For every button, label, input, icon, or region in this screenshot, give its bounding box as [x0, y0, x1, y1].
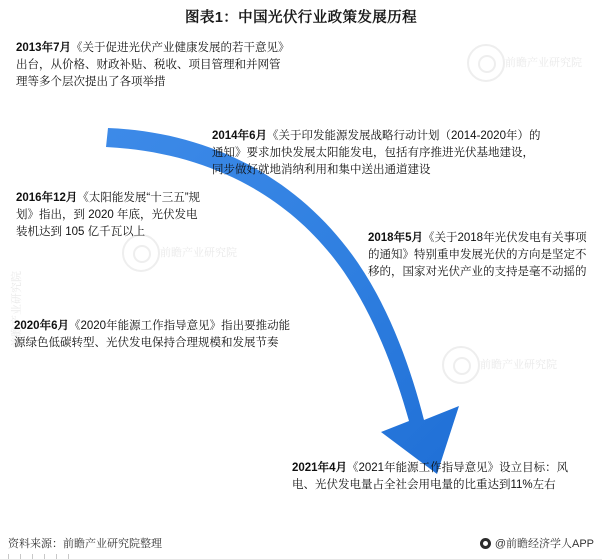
milestone-year-2021: 2021年4月	[292, 462, 347, 474]
watermark-text: 前瞻产业研究院	[505, 57, 582, 69]
milestone-note-2014	[212, 128, 542, 179]
watermark-text-4: 前瞻产业研究院	[11, 271, 23, 348]
milestone-text-2014: 《关于印发能源发展战略行动计划（2014-2020年）的通知》要求加快发展太阳能发电，包括有序推进光伏基地建设，同步做好就地消纳利用和集中送出通道建设	[212, 130, 541, 176]
milestone-dot-2020	[364, 335, 373, 344]
brand-logo-icon	[480, 538, 491, 549]
milestone-year-2018: 2018年5月	[368, 232, 423, 244]
diagram-canvas	[0, 28, 602, 523]
milestone-note-2013	[16, 40, 284, 91]
milestone-text-2016: 《太阳能发展“十三五”规划》指出，到 2020 年底，光伏发电装机达到 105 亿千瓦以上	[16, 192, 201, 238]
milestone-note-2020	[14, 318, 300, 352]
milestone-year-2013: 2013年7月	[16, 42, 71, 54]
arrow-path	[106, 128, 459, 474]
brand-label: @前瞻经济学人APP	[494, 538, 594, 550]
milestone-year-2020: 2020年6月	[14, 320, 69, 332]
watermark-text-2: 前瞻产业研究院	[160, 247, 237, 259]
milestone-note-2018	[368, 230, 588, 281]
milestone-dot-2016	[268, 228, 277, 237]
source-label: 资料来源：前瞻产业研究院整理	[8, 538, 162, 550]
milestone-year-2014: 2014年6月	[212, 130, 267, 142]
milestone-note-2016	[16, 190, 208, 241]
milestone-text-2013: 《关于促进光伏产业健康发展的若干意见》出台，从价格、财政补贴、税收、项目管理和并网管理等多个层次提出了各项举措	[16, 42, 284, 88]
milestone-year-2016: 2016年12月	[16, 192, 78, 204]
watermark-text-3: 前瞻产业研究院	[480, 359, 557, 371]
milestone-note-2021	[292, 460, 580, 494]
milestone-text-2018: 《关于2018年光伏发电有关事项的通知》特别重申发展光伏的方向是坚定不移的，国家对光伏产业的支持是毫不动摇的	[368, 232, 587, 278]
milestone-text-2021: 《2021年能源工作指导意见》设立目标：风电、光伏发电量占全社会用电量的比重达到11%左右	[292, 462, 569, 491]
page-title: 图表1：中国光伏行业政策发展历程	[185, 10, 417, 26]
brand-credit	[480, 535, 594, 551]
milestone-text-2020: 《2020年能源工作指导意见》指出要推动能源绿色低碳转型、光伏发电保持合理规模和发展节奏	[14, 320, 291, 349]
milestone-dot-2018	[321, 271, 330, 280]
